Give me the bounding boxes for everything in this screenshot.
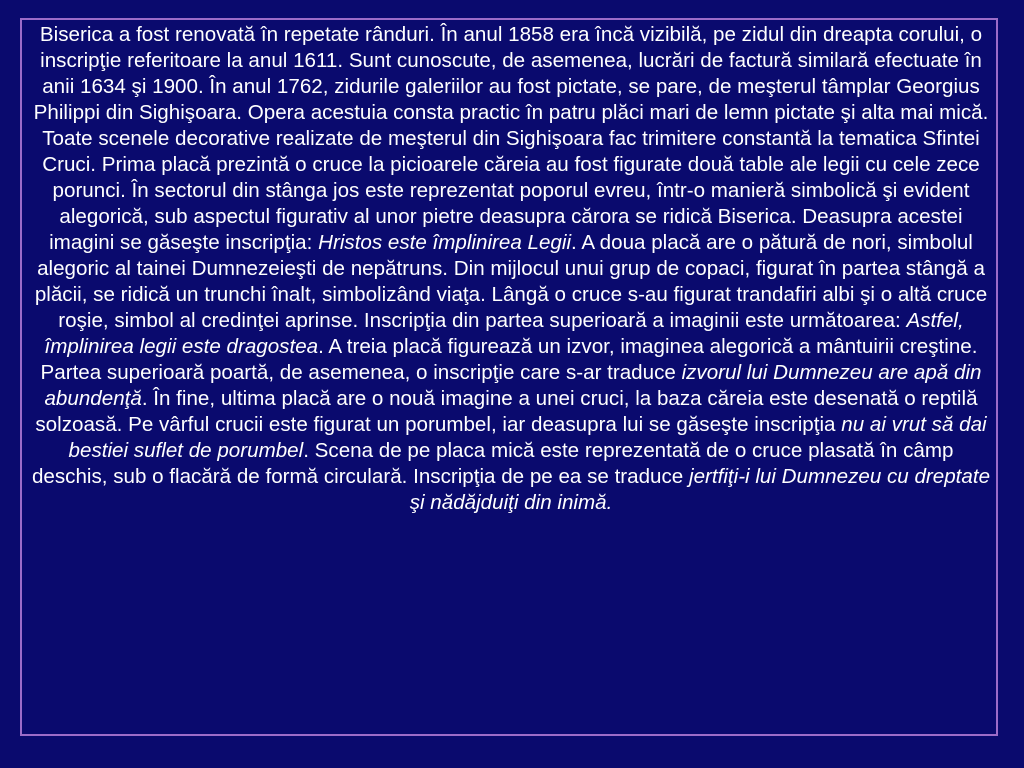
text-segment-3: . A treia placă figurează un izvor, imaginea alegorică a mântuirii creştine. Partea superioară poartă, de asemenea, o inscripţie care s-ar traduce: [40, 335, 978, 384]
inscription-2: Astfel, împlinirea legii este dragostea: [44, 309, 964, 358]
text-segment-4: . În fine, ultima placă are o nouă imagine a unei cruci, la baza căreia este desenată o reptilă solzoasă. Pe vârful crucii este figurat un porumbel, iar deasupra lui se găseşte inscripţia: [35, 387, 978, 436]
inscription-3: izvorul lui Dumnezeu are apă din abundenţă: [44, 361, 982, 410]
body-paragraph: [30, 22, 992, 516]
text-segment-5: . Scena de pe placa mică este reprezentată de o cruce plasată în câmp deschis, sub o flacără de formă circulară. Inscripţia de pe ea se traduce: [31, 439, 954, 488]
inscription-4: nu ai vrut să dai bestiei suflet de porumbel: [68, 413, 987, 462]
text-segment-2: . A doua placă are o pătură de nori, simbolul alegoric al tainei Dumnezeieşti de nepătruns. Din mijlocul unui grup de copaci, figurat în partea stângă a plăcii, se ridică un trunchi înalt, simbolizând viaţa. Lângă o cruce s-au figurat trandafiri albi şi o altă cruce roşie, simbol al credinţei aprinse. Inscripţia din partea superioară a imaginii este următoarea:: [34, 231, 988, 332]
text-segment-1: Biserica a fost renovată în repetate rânduri. În anul 1858 era încă vizibilă, pe zidul din dreapta corului, o inscripţie referitoare la anul 1611. Sunt cunoscute, de asemenea, lucrări de factură similară efectuate în anii 1634 şi 1900. În anul 1762, zidurile galeriilor au fost pictate, se pare, de meşterul tâmplar Georgius Philippi din Sighişoara. Opera acestuia consta practic în patru plăci mari de lemn pictate şi alta mai mică. Toate scenele decorative realizate de meşterul din Sighişoara fac trimitere constantă la tematica Sfintei Cruci. Prima placă prezintă o cruce la picioarele căreia au fost figurate două table ale legii cu cele zece porunci. În sectorul din stânga jos este reprezentat poporul evreu, într-o manieră simbolică şi evident alegorică, sub aspectul figurativ al unor pietre deasupra cărora se ridică Biserica. Deasupra acestei imagini se găseşte inscripţia:: [33, 23, 989, 254]
inscription-5: jertfiţi-i lui Dumnezeu cu dreptate şi nădăjduiţi din inimă.: [409, 465, 991, 514]
inscription-1: Hristos este împlinirea Legii: [318, 231, 572, 254]
